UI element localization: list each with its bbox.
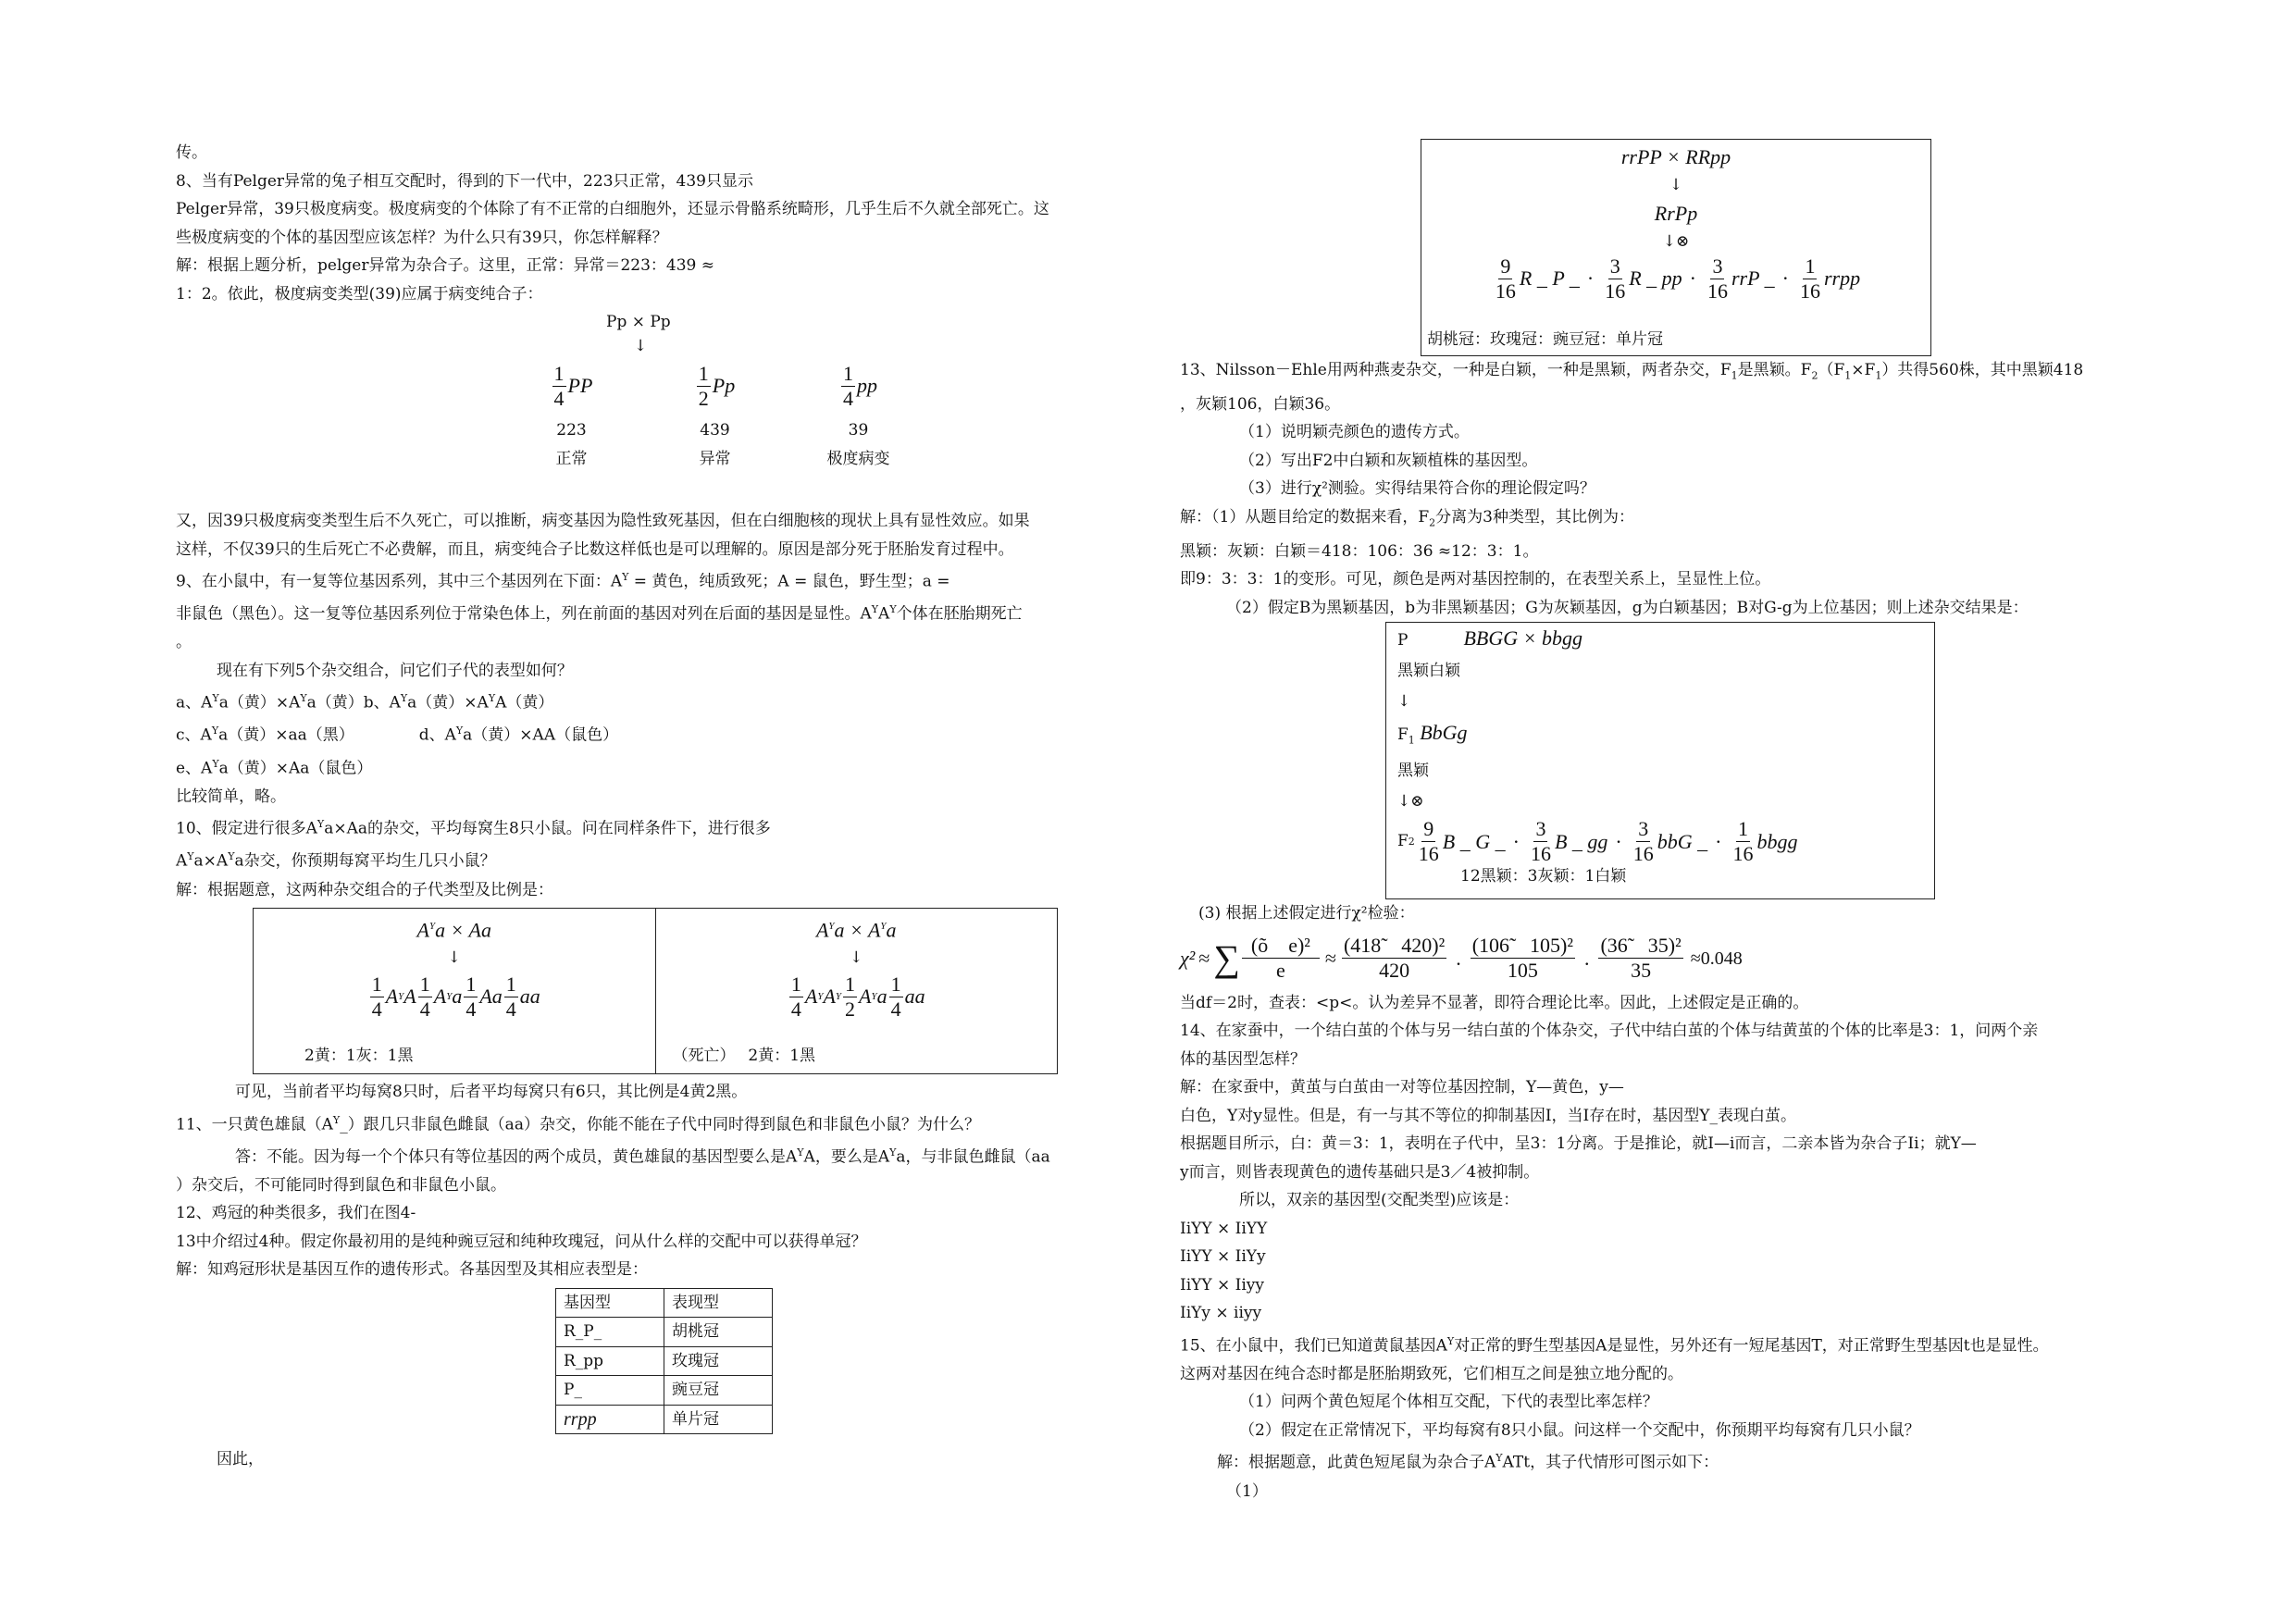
t: 解：根据题意，此黄色短尾鼠为杂合子A	[1217, 1454, 1496, 1473]
chi-approx: ≈	[1198, 946, 1210, 970]
cross-box-right	[656, 909, 1058, 1073]
separator: ·	[1781, 266, 1789, 290]
q9-text-a: 9、在小鼠中，有一复等位基因系列，其中三个基因列在下面：A	[176, 572, 623, 591]
t: _）跟几只非鼠色雌鼠（aa）杂交，你能不能在子代中同时得到鼠色和非鼠色小鼠？为什么？	[340, 1115, 980, 1134]
t: e、A	[176, 759, 213, 778]
pp-fraction-row	[500, 362, 930, 473]
t: a	[886, 918, 897, 942]
fraction: $\frac{3}{16}$	[1632, 816, 1654, 865]
t: F	[1397, 831, 1409, 850]
sub: 1	[1731, 369, 1738, 382]
left-cross-arrow: ↓	[447, 948, 461, 968]
oat-cross-box	[1385, 622, 1935, 899]
genotype-label: R _ pp	[1629, 266, 1682, 290]
t: a杂交，你预期每窝平均生几只小鼠？	[234, 852, 496, 872]
q11-ans2: ）杂交后，不可能同时得到鼠色和非鼠色小鼠。	[176, 1175, 506, 1195]
table-cell: 玫瑰冠	[664, 1346, 773, 1376]
q10-ans: 解：根据题意，这两种杂交组合的子代类型及比例是：	[176, 880, 553, 899]
pp-phenotype: 异常	[699, 449, 731, 468]
oat-f1-pheno: 黑颖	[1397, 761, 1429, 780]
q9-ans: 比较简单，略。	[176, 787, 286, 806]
table-cell: R_pp	[556, 1346, 664, 1376]
q13-sub3: （3）进行χ²测验。实得结果符合你的理论假定吗？	[1239, 479, 1595, 499]
comb-f1: RrPp	[1654, 201, 1698, 225]
table-cell: 单片冠	[664, 1405, 773, 1434]
separator: ·	[1586, 266, 1595, 290]
right-cross-arrow: ↓	[850, 948, 863, 968]
cross-c-d	[176, 717, 1148, 750]
comb-arrow2: ↓⊗	[1662, 232, 1690, 251]
q9-line2: 非鼠色（黑色）。这一复等位基因系列位于常染色体上，列在前面的基因对列在后面的基因是显性。$A^YA^Y$个体在胚胎期死亡	[176, 603, 1023, 624]
sup-y: Y	[211, 725, 219, 737]
t: 10、假定进行很多A	[176, 819, 317, 838]
q12-therefore: 因此，	[217, 1450, 264, 1469]
t: 35	[1631, 959, 1652, 983]
comb-cross-box	[1421, 139, 1931, 356]
q13-sub1: （1）说明颖壳颜色的遗传方式。	[1239, 423, 1470, 442]
q8-ans1: 解：根据上题分析，pelger异常为杂合子。这里，正常：异常＝223：439 ≈	[176, 256, 714, 275]
right-cross-fractions: $\frac{1}{4}$ A Y A Y $\frac{1}{2}$ A Y a $\frac{1}{4}$ aa	[790, 972, 925, 1021]
t: F	[1397, 725, 1409, 745]
pp-cross-diagram	[176, 308, 1148, 507]
q14-ans5: 所以，双亲的基因型(交配类型)应该是：	[1239, 1191, 1520, 1210]
q13-ans1	[1180, 503, 2142, 538]
plus-sign: .	[1583, 946, 1590, 970]
t: a（黄）×aa（黑）	[218, 726, 354, 746]
table-header-cell: 表现型	[664, 1288, 773, 1318]
q15-line1	[1180, 1328, 2142, 1360]
fraction: $\frac{3}{16}$	[1530, 816, 1551, 865]
comb-genotype-table	[555, 1288, 773, 1435]
q8-more1: 又，因39只极度病变类型生后不久死亡，可以推断，病变基因为隐性致死基因，但在白细胞核的现状上具有显性效应。如果	[176, 512, 1030, 530]
fraction: $\frac{3}{16}$	[1706, 254, 1728, 303]
cross-box-yellow	[253, 908, 1058, 1074]
q12-ans: 解：知鸡冠形状是基因互作的遗传形式。各基因型及其相应表型是：	[176, 1260, 648, 1280]
separator: ·	[1715, 829, 1722, 853]
sub: 2	[1811, 369, 1818, 382]
sup-y: Y	[212, 692, 219, 705]
oat-parent-cross: BBGG × bbgg	[1463, 626, 1582, 650]
t: 是黑颖。F	[1737, 361, 1812, 379]
t: a（黄）b、A	[306, 693, 401, 712]
intro-text: 传。	[176, 143, 207, 162]
pp-cross-top: Pp × Pp	[606, 313, 671, 331]
chi-approx: ≈	[1324, 946, 1336, 970]
sup-y: Y	[428, 921, 436, 933]
q14-line2: 体的基因型怎样？	[1180, 1049, 1306, 1069]
separator: ·	[1615, 829, 1622, 853]
t: a（黄）×Aa（鼠色）	[218, 759, 373, 778]
cross-box-left	[254, 909, 656, 1073]
q13-ans3: 即9：3：3：1的变形。可见，颜色是两对基因控制的，在表型关系上，呈显性上位。	[1180, 570, 1771, 589]
sup-y: Y	[228, 850, 235, 863]
table-row	[556, 1318, 773, 1347]
t: a（黄）×AA（鼠色）	[463, 726, 619, 746]
oat-ratio: 12黑颖：3灰颖：1白颖	[1460, 866, 1627, 886]
q14-geno-3: IiYY × Iiyy	[1180, 1275, 1265, 1295]
table-row	[556, 1376, 773, 1406]
sup-y: Y	[797, 1146, 804, 1158]
pp-arrow: ↓	[634, 337, 648, 355]
t: 105	[1507, 959, 1538, 983]
sup-y: Y	[889, 1146, 897, 1158]
separator: ·	[1689, 266, 1696, 290]
t: (36̃ 35)²	[1600, 934, 1682, 958]
cross-e	[176, 750, 1148, 783]
t: (106̃ 105)²	[1471, 934, 1573, 958]
q10-line1	[176, 811, 1148, 843]
fraction: $\frac{9}{16}$	[1418, 816, 1439, 865]
right-cross-ratio: （死亡） 2黄：1黑	[672, 1046, 816, 1065]
q13-ans4: （2）假定B为黑颖基因，b为非黑颖基因；G为灰颖基因，g为白颖基因；B对G-g为上位基因；则上述杂交结果是：	[1226, 598, 2029, 617]
oat-f2-row	[1386, 817, 1934, 866]
pp-offspring-cell	[500, 362, 643, 473]
q13-line1	[1180, 356, 2142, 390]
plus-sign: .	[1456, 946, 1461, 970]
q11-line1	[176, 1107, 1148, 1139]
sup-y: Y	[871, 603, 879, 616]
q13-line2: ，灰颖106，白颖36。	[1180, 394, 1341, 414]
q14-ans2: 白色，Y对y显性。但是，有一与其不等位的抑制基因I，当I存在时，基因型Y_表现白茧。	[1180, 1106, 1796, 1125]
fraction: $\frac{1}{16}$	[1732, 816, 1754, 865]
q8-more2: 这样，不仅39只的生后死亡不必费解，而且，病变纯合子比数这样低也是可以理解的。原因是部分死于胚胎发育过程中。	[176, 539, 1014, 559]
q8-line1: 8、当有Pelger异常的兔子相互交配时，得到的下一代中，223只正常，439只显示	[176, 171, 753, 191]
genotype-label: rrP _	[1731, 266, 1775, 290]
left-cross-ratio: 2黄：1灰：1黑	[304, 1046, 414, 1065]
right-cross-title: $A^Ya \times A^Ya$	[815, 918, 897, 942]
q8-line3: 些极度病变的个体的基因型应该怎样？为什么只有39只，你怎样解释？	[176, 228, 668, 247]
table-cell: 豌豆冠	[664, 1376, 773, 1406]
sup-y: Y	[187, 850, 194, 863]
frac: $\frac{1}{4}$	[790, 972, 801, 1021]
sup-y: Y	[400, 692, 408, 705]
q9-line3: 。	[176, 633, 192, 652]
t: 13、Nilsson－Ehle用两种燕麦杂交，一种是白颖，一种是黑颖，两者杂交，F	[1180, 361, 1731, 379]
t: A（黄）	[495, 693, 554, 712]
genotype-label: R _ P _	[1519, 266, 1580, 290]
q14-ans1: 解：在家蚕中，黄茧与白茧由一对等位基因控制，Y—黄色，y—	[1180, 1078, 1624, 1097]
sup-y: Y	[212, 757, 219, 770]
q13-sub2: （2）写出F2中白颖和灰颖植株的基因型。	[1239, 451, 1538, 470]
chi-result: ≈0.048	[1690, 948, 1743, 969]
t: （F	[1818, 361, 1845, 379]
genotype-label: bbgg	[1756, 829, 1798, 853]
fraction: $\frac{1}{16}$	[1799, 254, 1820, 303]
t: a×Aa的杂交，平均每窝生8只小鼠。问在同样条件下，进行很多	[324, 819, 771, 838]
t: P	[1397, 631, 1409, 650]
q15-sub2: （2）假定在正常情况下，平均每窝有8只小鼠。问这样一个交配中，你预期平均每窝有几只小鼠？	[1239, 1420, 1920, 1440]
comb-f2-row	[1421, 254, 1930, 304]
table-row	[556, 1405, 773, 1434]
chi-frac-general: $\frac{\text{(õ e)²}}{e}$	[1242, 934, 1320, 983]
t: d、A	[418, 726, 456, 746]
fraction: $\frac{1}{4}$	[553, 362, 565, 410]
table-header-cell: 基因型	[556, 1288, 664, 1318]
q12-line1: 12、鸡冠的种类很多，我们在图4-	[176, 1204, 416, 1223]
q13-ans5: (3) 根据上述假定进行χ²检验：	[1198, 904, 1415, 923]
pp-genotype: Pp	[712, 374, 736, 398]
t: a × Aa	[435, 918, 491, 942]
q14-geno-2: IiYY × IiYy	[1180, 1247, 1266, 1267]
q14-ans3: 根据题目所示，白：黄＝3：1，表明在子代中，呈3：1分离。于是推论，就I—i而言，二亲本皆为杂合子Ii；就Y—	[1180, 1134, 1977, 1154]
q14-ans4: y而言，则皆表现黄色的遗传基础只是3／4被抑制。	[1180, 1162, 1540, 1182]
q9-line1	[176, 564, 1148, 596]
table-cell: P_	[556, 1376, 664, 1406]
fraction: $\frac{3}{16}$	[1605, 254, 1626, 303]
t: ）共得560株，其中黑颖418	[1881, 361, 2084, 379]
left-cross-title: $A^Ya \times Aa$	[416, 918, 491, 942]
oat-p-row	[1386, 623, 1934, 656]
comb-cross-parents: rrPP × RRpp	[1620, 145, 1731, 168]
q11-ans1	[176, 1139, 1148, 1171]
t: ×F	[1851, 361, 1876, 379]
t: 对正常的野生型基因A是显性，另外还有一短尾基因T，对正常野生型基因t也是显性。	[1454, 1336, 2049, 1356]
q10-concl: 可见，当前者平均每窝8只时，后者平均每窝只有6只，其比例是4黄2黑。	[235, 1083, 748, 1102]
t: A	[176, 852, 188, 872]
q12-line2: 13中介绍过4种。假定你最初用的是纯种豌豆冠和纯种玫瑰冠，问从什么样的交配中可以获得单冠？	[176, 1232, 867, 1251]
sup-y: Y	[880, 921, 887, 933]
sigma-symbol: ∑	[1213, 936, 1240, 979]
chi-frac-1	[1342, 934, 1446, 983]
q13-ans6: 当df＝2时，查表：<p<。认为差异不显著，即符合理论比率。因此，上述假定是正确的。	[1180, 993, 1809, 1012]
table-cell: rrpp	[556, 1405, 664, 1434]
genotype-label: bbG _	[1657, 829, 1708, 853]
comb-arrow1: ↓	[1669, 176, 1683, 194]
oat-pheno1: 黑颖白颖	[1397, 662, 1460, 681]
frac: $\frac{1}{4}$	[371, 972, 382, 1021]
sup-y: Y	[622, 571, 629, 583]
left-column	[176, 139, 1148, 1474]
q9-line4: 现在有下列5个杂交组合，问它们子代的表型如何？	[217, 661, 573, 680]
oat-f2-fractions	[1415, 817, 1798, 866]
pp-genotype: PP	[567, 374, 593, 398]
q8-ans2: 1：2。依此，极度病变类型(39)应属于病变纯合子：	[176, 284, 543, 304]
q15-sub1: （1）问两个黄色短尾个体相互交配，下代的表型比率怎样？	[1239, 1393, 1658, 1412]
right-column	[1180, 139, 2142, 1505]
q14-geno-4: IiYy × iiyy	[1180, 1304, 1262, 1323]
frac: $\frac{1}{4}$	[505, 972, 516, 1021]
chi-symbol: χ²	[1180, 946, 1196, 970]
t: 420	[1379, 959, 1410, 983]
t: c、A	[176, 726, 212, 746]
pp-offspring-cell	[643, 362, 787, 473]
sup-y: Y	[488, 692, 496, 705]
sup-y: Y	[455, 725, 464, 737]
t: a，与非鼠色雌鼠（aa	[896, 1147, 1050, 1167]
comb-pheno: 胡桃冠：玫瑰冠：豌豆冠：单片冠	[1427, 329, 1663, 349]
q9-text-b: = 黄色，纯质致死；A = 鼠色，野生型；a =	[628, 572, 950, 591]
table-cell: 胡桃冠	[664, 1318, 773, 1347]
t: ATt，其子代情形可图示如下：	[1502, 1454, 1719, 1473]
pp-phenotype: 正常	[555, 449, 588, 468]
q15-line2: 这两对基因在纯合态时都是胚胎期致死，它们相互之间是独立地分配的。	[1180, 1364, 1683, 1383]
frac: $\frac{1}{2}$	[845, 972, 856, 1021]
oat-f1-row	[1386, 717, 1934, 755]
cross-a-b	[176, 685, 1148, 717]
chi-frac-2	[1471, 934, 1575, 983]
genotype-label: B _ G _	[1442, 829, 1506, 853]
chi-frac-3	[1598, 934, 1682, 983]
pp-genotype: pp	[857, 374, 877, 398]
pp-count: 439	[700, 421, 730, 440]
q15-ans	[1180, 1444, 2142, 1477]
genotype-label: B _ gg	[1554, 829, 1608, 853]
t: A，要么是A	[803, 1147, 890, 1167]
chi-square-formula	[1180, 928, 2142, 989]
q13-ans2: 黑颖：灰颖：白颖＝418：106：36 ≈12：3：1。	[1180, 541, 1539, 561]
table-cell: R_P_	[556, 1318, 664, 1347]
pp-phenotype: 极度病变	[826, 449, 890, 468]
t: (418̃ 420)²	[1343, 934, 1446, 958]
t: 答：不能。因为每一个个体只有等位基因的两个成员，黄色雄鼠的基因型要么是A	[235, 1147, 798, 1167]
q9-text-d: 个体在胚胎期死亡	[896, 604, 1023, 624]
pp-count: 39	[848, 421, 869, 440]
frac: $\frac{1}{4}$	[465, 972, 477, 1021]
fraction: $\frac{1}{2}$	[698, 362, 709, 410]
oat-arrow2: ↓⊗	[1397, 791, 1424, 811]
table-header-row	[556, 1288, 773, 1318]
t: e	[1276, 959, 1285, 983]
pp-offspring-cell	[787, 362, 930, 473]
q14-geno-1: IiYY × IiYY	[1180, 1219, 1268, 1238]
sup-y: Y	[1496, 1452, 1503, 1465]
sub: 1	[1408, 734, 1415, 747]
t: 15、在小鼠中，我们已知道黄鼠基因A	[1180, 1336, 1447, 1356]
q8-line2: Pelger异常，39只极度病变。极度病变的个体除了有不正常的白细胞外，还显示骨骼系统畸形，几乎生后不久就全部死亡。这	[176, 200, 1049, 218]
sup-y: Y	[1446, 1334, 1455, 1347]
q10-line2	[176, 843, 1148, 875]
sup-y: Y	[332, 1113, 341, 1126]
oat-f1: BbGg	[1420, 721, 1468, 745]
sup-y: Y	[889, 603, 897, 616]
t: 解：（1）从题目给定的数据来看，F	[1180, 507, 1430, 527]
sub: 1	[1844, 369, 1852, 382]
oat-arrow1: ↓	[1397, 692, 1411, 712]
t: a（黄）×A	[407, 693, 489, 712]
q15-sub3: （1）	[1226, 1481, 1268, 1501]
sup-y: Y	[300, 692, 307, 705]
sub: 2	[1429, 516, 1436, 529]
t: a、A	[176, 693, 213, 712]
t: 分离为3种类型，其比例为：	[1435, 507, 1634, 527]
genotype-label: rrpp	[1823, 266, 1861, 290]
fraction: $\frac{1}{4}$	[843, 362, 853, 410]
sup-y: Y	[316, 818, 325, 831]
pp-count: 223	[556, 421, 587, 440]
frac: $\frac{1}{4}$	[419, 972, 430, 1021]
q14-line1: 14、在家蚕中，一个结白茧的个体与另一结白茧的个体杂交，子代中结白茧的个体与结黄茧的个体的比率是3：1，问两个亲	[1180, 1022, 2039, 1041]
q9-text-c: 非鼠色（黑色）。这一复等位基因系列位于常染色体上，列在前面的基因对列在后面的基因是显性。A	[176, 604, 872, 624]
sup-y: Y	[828, 921, 835, 933]
left-cross-fractions: $\frac{1}{4}$ A Y A $\frac{1}{4}$ A Y a $\frac{1}{4}$ Aa $\frac{1}{4}$ aa	[371, 972, 540, 1021]
sub: 2	[1408, 835, 1415, 848]
t: a×A	[193, 852, 229, 872]
sub: 1	[1875, 369, 1882, 382]
t: a × A	[834, 918, 881, 942]
table-row	[556, 1346, 773, 1376]
frac: $\frac{1}{4}$	[890, 972, 901, 1021]
t: a（黄）×A	[218, 693, 301, 712]
fraction: $\frac{9}{16}$	[1495, 254, 1516, 303]
t: 11、一只黄色雄鼠（A	[176, 1115, 333, 1134]
separator: ·	[1512, 829, 1520, 853]
